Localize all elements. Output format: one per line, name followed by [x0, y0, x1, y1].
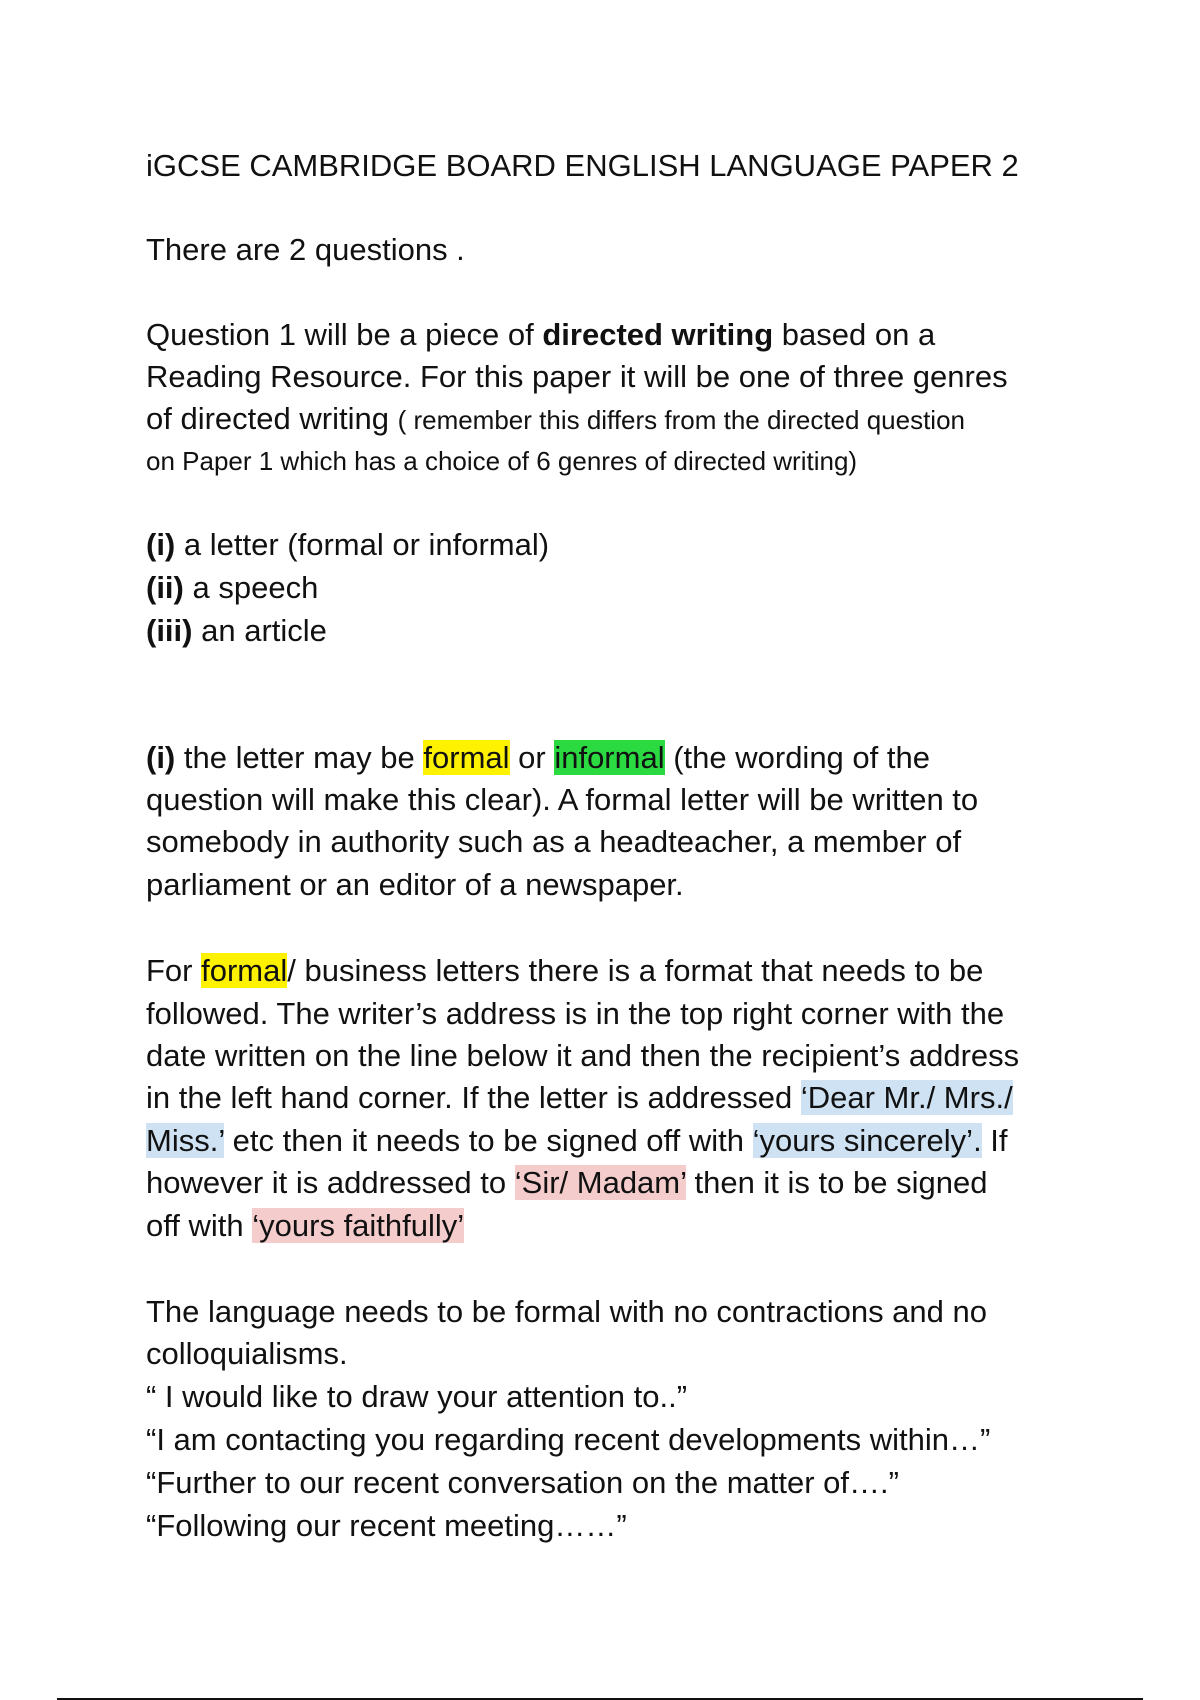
q1-line-4: on Paper 1 which has a choice of 6 genres of directed writing) — [146, 446, 858, 476]
format-para-line-6: however it is addressed to ‘Sir/ Madam’ then it is to be signed — [146, 1165, 988, 1200]
highlight-informal: informal — [554, 740, 665, 775]
highlight-dear: ‘Dear Mr./ Mrs./ — [800, 1080, 1013, 1115]
directed-writing-bold: directed writing — [542, 317, 774, 352]
format-para-line-1: For formal/ business letters there is a format that needs to be — [146, 953, 984, 988]
highlight-miss: Miss.’ — [146, 1123, 225, 1158]
intro-text: There are 2 questions . — [146, 232, 465, 267]
highlight-yours-sincerely: ‘yours sincerely’. — [752, 1123, 982, 1158]
language-para-line-2: colloquialisms. — [146, 1336, 348, 1371]
highlight-formal: formal — [201, 953, 288, 988]
format-para-line-4: in the left hand corner. If the letter is addressed ‘Dear Mr./ Mrs./ — [146, 1080, 1013, 1115]
format-para-line-3: date written on the line below it and then the recipient’s address — [146, 1038, 1020, 1073]
genre-item: (i) a letter (formal or informal) — [146, 527, 550, 562]
genre-item: (iii) an article — [146, 613, 327, 648]
letter-para-line-2: question will make this clear). A formal letter will be written to — [146, 782, 979, 817]
format-para-line-5: Miss.’ etc then it needs to be signed off with ‘yours sincerely’. If — [146, 1123, 1008, 1158]
document-title: iGCSE CAMBRIDGE BOARD ENGLISH LANGUAGE PAPER 2 — [146, 148, 1019, 183]
example-phrase: “Following our recent meeting……” — [146, 1508, 627, 1543]
letter-para-line-4: parliament or an editor of a newspaper. — [146, 867, 684, 902]
format-para-line-7: off with ‘yours faithfully’ — [146, 1208, 465, 1243]
letter-para-line-1: (i) the letter may be formal or informal (the wording of the — [146, 740, 930, 775]
highlight-sir-madam: ‘Sir/ Madam’ — [514, 1165, 686, 1200]
example-phrase: “ I would like to draw your attention to..” — [146, 1379, 688, 1414]
genre-item: (ii) a speech — [146, 570, 319, 605]
highlight-yours-faithfully: ‘yours faithfully’ — [252, 1208, 465, 1243]
language-para-line-1: The language needs to be formal with no contractions and no — [146, 1294, 987, 1329]
format-para-line-2: followed. The writer’s address is in the top right corner with the — [146, 996, 1005, 1031]
letter-para-line-3: somebody in authority such as a headteacher, a member of — [146, 824, 962, 859]
example-phrase: “Further to our recent conversation on the matter of….” — [146, 1465, 899, 1500]
q1-line-1: Question 1 will be a piece of directed writing based on a — [146, 317, 936, 352]
q1-line-3: of directed writing ( remember this differs from the directed question — [146, 401, 965, 436]
highlight-formal: formal — [423, 740, 510, 775]
q1-line-2: Reading Resource. For this paper it will be one of three genres — [146, 359, 1008, 394]
example-phrase: “I am contacting you regarding recent developments within…” — [146, 1422, 991, 1457]
